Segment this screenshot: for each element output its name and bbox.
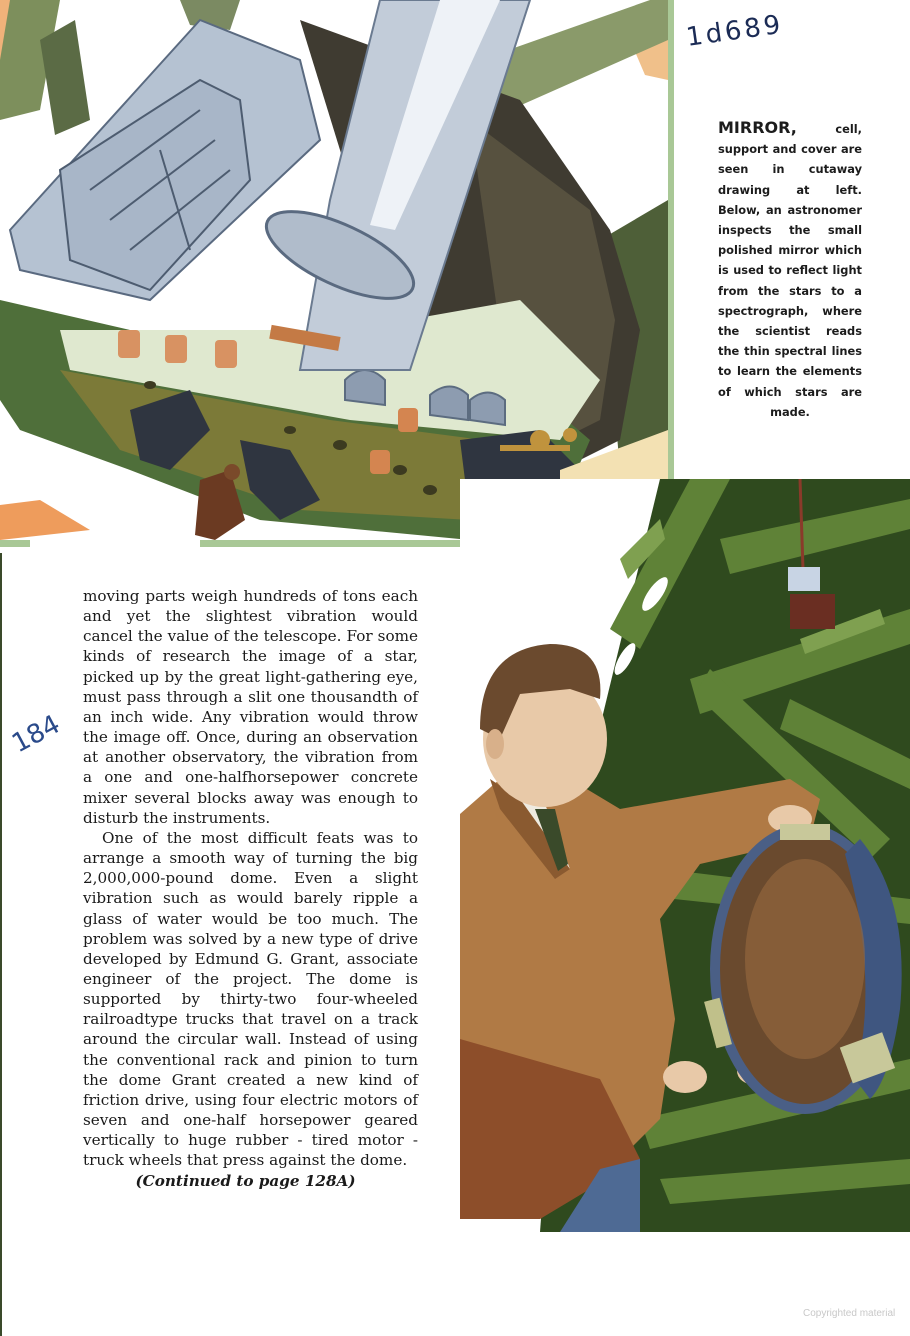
copyright-notice: Copyrighted material [803,1308,896,1319]
article-body [83,586,418,1191]
small-figure-head [224,464,240,480]
illustration-border [668,0,674,553]
man-hand-left [663,1061,707,1093]
man-ear [486,729,504,759]
caption-lead: MIRROR, [718,118,797,137]
article-paragraph: One of the most difficult feats was to arrange a smooth way of turning the big 2,000,000-pound dome. Even a slight vibration such as would barely ripple a glass of water would be too much. The problem was solved by a new type of drive developed by Edmund G. Grant, associate engineer of the project. The dome is supported by thirty-two four-wheeled railroadtype trucks that travel on a track around the circular wall. Instead of using the conventional rack and pinion to turn the dome Grant created a new kind of friction drive, using four electric motors of seven and one-half horsepower geared vertically to huge rubber - tired motor - truck wheels that press against the dome. [83,828,418,1170]
border-gap [30,540,200,547]
mirror-clamp [780,824,830,840]
photo-caption [718,118,862,422]
cutaway-illustration [0,0,684,553]
astronomer-photo-drawing [460,479,910,1232]
mirror-reflection [745,859,865,1059]
astronomer-photo [460,479,910,1232]
hanging-box [788,567,820,591]
background-panel [790,594,835,629]
caption-text: cell, support and cover are seen in cutaway drawing at left. Below, an astronomer inspects the small polished mirror which is used to reflect light from the stars to a spectrograph, where the scientist reads the thin spectral lines to learn the elements of which stars are made. [718,122,862,419]
continued-link[interactable]: (Continued to page 128A) [135,1171,356,1190]
handwritten-number: 1d689 [684,9,786,53]
handwritten-margin-number: 184 [7,709,66,760]
cutaway-drawing [0,0,684,553]
article-paragraph: moving parts weigh hundreds of tons each and yet the slightest vibration would cancel the value of the telescope. For some kinds of research the image of a star, picked up by the great light-gathering eye, must pass through a slit one thousandth of an inch wide. Any vibration would throw the image off. Once, during an observation at another observatory, the vibration from a one and one-halfhorsepower concrete mixer several blocks away was enough to disturb the instruments. [83,587,418,827]
